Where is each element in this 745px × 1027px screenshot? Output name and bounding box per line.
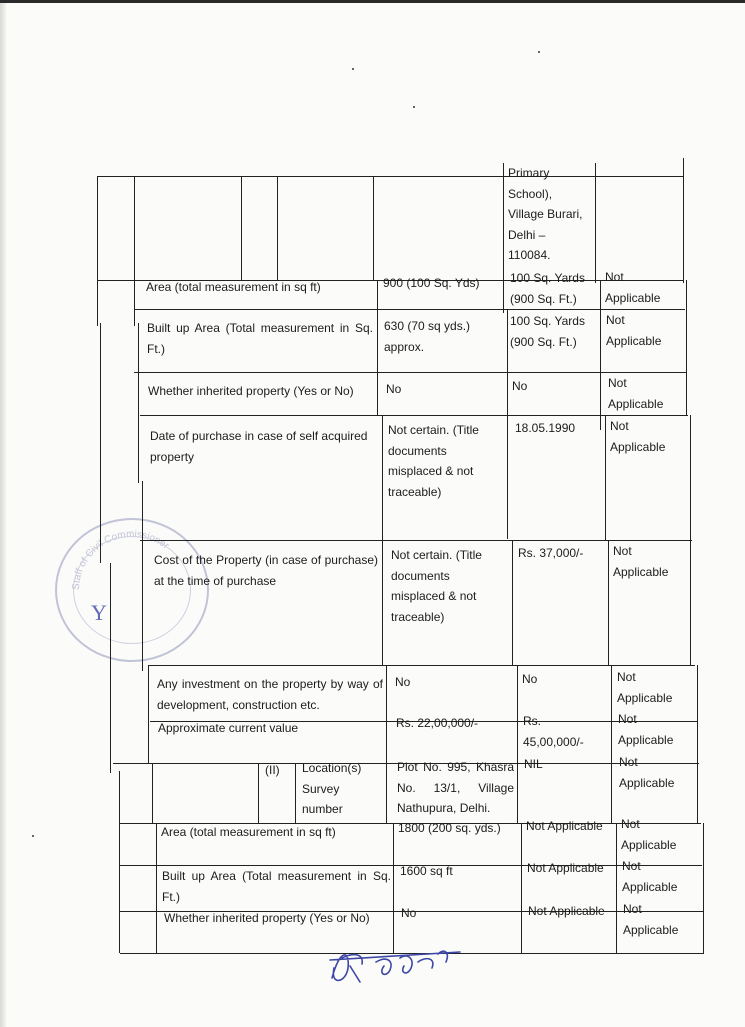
cell-cost-label: Cost of the Property (in case of purchase) at the time of purchase [154, 553, 378, 588]
scan-speck [352, 68, 354, 70]
row-divider [134, 372, 686, 373]
cell-builtup-label: Built up Area (Total measurement in Sq. Ft.) [147, 321, 373, 356]
cell-investment-label: Any investment on the property by way of development, construction etc. [157, 677, 383, 712]
stamp-text: Staff of Civil Commissioner [70, 528, 171, 591]
cell-cost-value-1: Not certain. (Title documents misplaced & not traceable) [391, 548, 482, 624]
cell-area2-value-1: 1800 (200 sq. yds.) [398, 821, 501, 835]
cell-investment-value-2: No [522, 672, 538, 686]
signature-stroke [330, 951, 460, 982]
column-divider [605, 415, 606, 540]
column-divider [595, 163, 596, 283]
column-divider [517, 665, 518, 823]
cell-location-value-3: Not Applicable [619, 755, 675, 790]
row-divider [148, 665, 695, 666]
cell-area-label-2: Area (total measurement in sq ft) [161, 825, 336, 839]
cell-builtup2-value-2: Not Applicable [527, 861, 604, 875]
column-divider [373, 176, 374, 280]
cell-area-value-2: 100 Sq. Yards (900 Sq. Ft.) [510, 271, 585, 306]
column-divider [386, 665, 387, 823]
cell-purchase-date-label: Date of purchase in case of self acquired property [150, 429, 368, 464]
cell-area-value-3: Not Applicable [605, 270, 661, 305]
cell-cost-value-2: Rs. 37,000/- [518, 546, 584, 560]
column-divider [156, 823, 157, 953]
column-divider [148, 665, 149, 763]
column-divider [600, 280, 601, 430]
column-divider [377, 280, 378, 415]
table-border-left [110, 563, 111, 773]
row-divider [140, 540, 692, 541]
cell-builtup-value-3: Not Applicable [606, 313, 662, 348]
column-divider [503, 163, 504, 313]
column-divider [608, 540, 609, 665]
cell-inherited-value-2: No [512, 379, 528, 393]
signature [320, 938, 470, 998]
column-divider [134, 176, 135, 326]
cell-investment-value-3: Not Applicable [617, 670, 673, 705]
column-divider [393, 823, 394, 953]
cell-current-value-1: Rs. 22,00,000/- [396, 716, 479, 730]
table-border-left [100, 323, 101, 563]
column-divider [611, 665, 612, 823]
cell-inherited-label: Whether inherited property (Yes or No) [148, 384, 354, 398]
cell-location-label: Location(s) Survey number [302, 761, 362, 816]
column-divider [512, 540, 513, 665]
stamp-mark: Y [91, 600, 107, 625]
cell-inherited-value-1: No [386, 382, 402, 396]
cell-location-value-1: Plot No. 995, Khasra No. 13/1, Village Nathupura, Delhi. [397, 760, 514, 815]
column-divider [277, 176, 278, 280]
cell-purchase-date-value-3: Not Applicable [610, 419, 666, 454]
scan-edge [0, 3, 6, 1027]
column-divider [241, 176, 242, 280]
cell-area-value-1: 900 (100 Sq. Yds) [383, 276, 480, 290]
table-border-left [119, 771, 120, 953]
scan-speck [32, 835, 34, 837]
column-divider [138, 323, 139, 483]
cell-builtup-value-2: 100 Sq. Yards (900 Sq. Ft.) [510, 314, 585, 349]
column-divider [507, 309, 508, 539]
cell-inherited2-value-3: Not Applicable [623, 902, 679, 937]
cell-builtup-value-1: 630 (70 sq yds.) approx. [384, 319, 471, 354]
cell-address-continued: Primary School), Village Burari, Delhi – 110084. [508, 166, 583, 262]
column-divider [382, 415, 383, 665]
cell-purchase-date-value-2: 18.05.1990 [515, 421, 576, 435]
table-border-right [703, 823, 704, 953]
cell-current-value-2: Rs. 45,00,000/- [523, 714, 584, 749]
cell-inherited-label-2: Whether inherited property (Yes or No) [164, 911, 370, 925]
table-border-right [683, 158, 684, 283]
cell-builtup-label-2: Built up Area (Total measurement in Sq. Ft.) [162, 869, 391, 904]
cell-investment-value-1: No [395, 675, 411, 689]
cell-builtup2-value-3: Not Applicable [622, 859, 678, 894]
column-divider [258, 763, 259, 823]
column-divider [521, 823, 522, 953]
table-border-right [690, 415, 691, 665]
cell-cost-value-3: Not Applicable [613, 544, 669, 579]
row-divider [134, 309, 685, 310]
column-divider [142, 481, 143, 671]
scan-speck [413, 106, 415, 108]
column-divider [616, 823, 617, 953]
cell-purchase-date-value-1: Not certain. (Title documents misplaced & not traceable) [388, 423, 479, 499]
column-divider [152, 763, 153, 823]
cell-current-value-3: Not Applicable [618, 712, 674, 747]
cell-builtup2-value-1: 1600 sq ft [400, 864, 453, 878]
cell-location-value-2: NIL [524, 757, 543, 771]
cell-item-index: (II) [265, 763, 280, 777]
cell-area-label: Area (total measurement in sq ft) [146, 280, 321, 294]
cell-current-value-label: Approximate current value [158, 721, 299, 735]
cell-area2-value-2: Not Applicable [526, 819, 603, 833]
cell-area2-value-3: Not Applicable [621, 817, 677, 852]
cell-inherited-value-3: Not Applicable [608, 376, 664, 411]
column-divider [295, 763, 296, 823]
table-border-left [97, 176, 98, 326]
cell-inherited2-value-1: No [401, 906, 417, 920]
cell-inherited2-value-2: Not Applicable [528, 904, 605, 918]
scan-speck [538, 51, 540, 53]
